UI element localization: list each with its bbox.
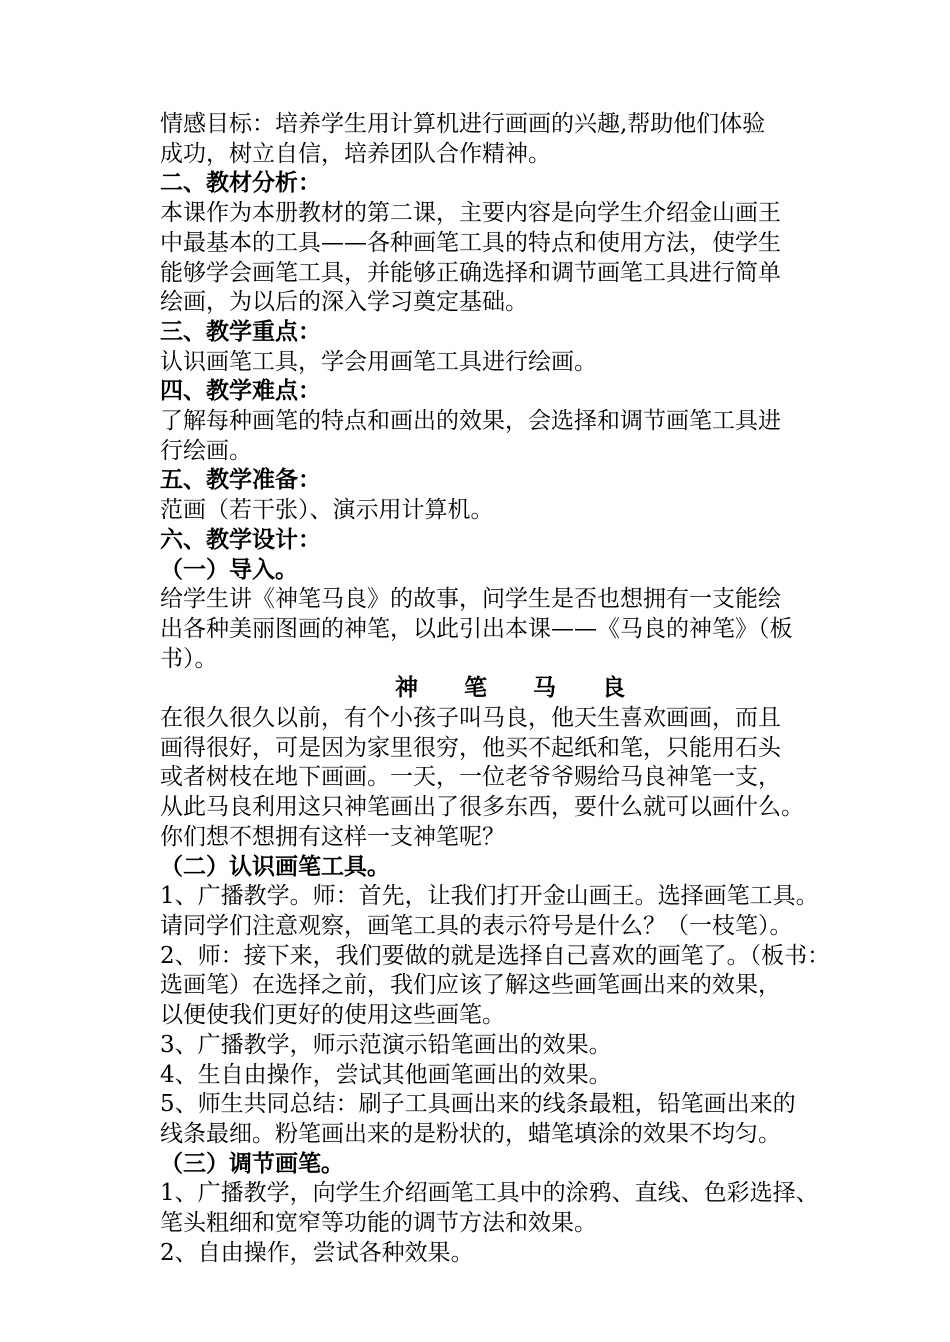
text-line: 笔头粗细和宽窄等功能的调节方法和效果。 — [160, 1210, 597, 1237]
text-line: 绘画，为以后的深入学习奠定基础。 — [160, 289, 528, 316]
document-page — [160, 110, 860, 1268]
text-line: 在很久很久以前，有个小孩子叫马良，他天生喜欢画画，而且 — [160, 705, 781, 732]
text-line: 4、生自由操作，尝试其他画笔画出的效果。 — [160, 1061, 612, 1088]
text-line: 2、自由操作，尝试各种效果。 — [160, 1239, 474, 1266]
text-line: 3、广播教学，师示范演示铅笔画出的效果。 — [160, 1031, 612, 1058]
text-line: 认识画笔工具，学会用画笔工具进行绘画。 — [160, 348, 597, 375]
text-line: 中最基本的工具——各种画笔工具的特点和使用方法，使学生 — [160, 229, 781, 256]
text-line: 给学生讲《神笔马良》的故事，问学生是否也想拥有一支能绘 — [160, 586, 781, 613]
subsection-heading-adjust-brushes: （三）调节画笔。 — [160, 1150, 344, 1177]
section-heading-textbook-analysis: 二、教材分析： — [160, 170, 321, 197]
subsection-heading-know-brushes: （二）认识画笔工具。 — [160, 853, 390, 880]
section-heading-difficulties: 四、教学难点： — [160, 378, 321, 405]
text-line: 范画（若干张）、演示用计算机。 — [160, 497, 494, 524]
section-heading-key-points: 三、教学重点： — [160, 318, 321, 345]
text-line: 5、师生共同总结：刷子工具画出来的线条最粗，铅笔画出来的 — [160, 1091, 796, 1118]
section-heading-preparation: 五、教学准备： — [160, 467, 321, 494]
text-line: 2、师：接下来，我们要做的就是选择自己喜欢的画笔了。（板书： — [160, 942, 831, 969]
text-line: 书）。 — [160, 645, 218, 672]
text-line: 了解每种画笔的特点和画出的效果，会选择和调节画笔工具进 — [160, 408, 781, 435]
text-line: 请同学们注意观察，画笔工具的表示符号是什么？（一枝笔）。 — [160, 912, 793, 939]
section-heading-design: 六、教学设计： — [160, 526, 321, 553]
story-title: 神 笔 马 良 — [395, 675, 625, 702]
text-line: 你们想不想拥有这样一支神笔呢？ — [160, 823, 505, 850]
text-line: 或者树枝在地下画画。一天，一位老爷爷赐给马良神笔一支， — [160, 764, 781, 791]
text-line: 1、广播教学。师：首先，让我们打开金山画王。选择画笔工具。 — [160, 883, 819, 910]
text-line: 线条最细。粉笔画出来的是粉状的，蜡笔填涂的效果不均匀。 — [160, 1120, 781, 1147]
text-line: 成功，树立自信，培养团队合作精神。 — [160, 140, 551, 167]
text-line: 以便使我们更好的使用这些画笔。 — [160, 1002, 505, 1029]
text-line: 本课作为本册教材的第二课，主要内容是向学生介绍金山画王 — [160, 200, 781, 227]
text-line: 行绘画。 — [160, 437, 252, 464]
text-line: 从此马良利用这只神笔画出了很多东西，要什么就可以画什么。 — [160, 794, 804, 821]
text-line: 出各种美丽图画的神笔，以此引出本课——《马良的神笔》（板 — [160, 615, 793, 642]
text-line: 能够学会画笔工具，并能够正确选择和调节画笔工具进行简单 — [160, 259, 781, 286]
text-line: 情感目标：培养学生用计算机进行画画的兴趣,帮助他们体验 — [160, 111, 766, 137]
text-line: 画得很好，可是因为家里很穷，他买不起纸和笔，只能用石头 — [160, 734, 781, 761]
text-line: 1、广播教学，向学生介绍画笔工具中的涂鸦、直线、色彩选择、 — [160, 1180, 819, 1207]
subsection-heading-intro: （一）导入。 — [160, 556, 298, 583]
text-line: 选画笔）在选择之前，我们应该了解这些画笔画出来的效果， — [160, 972, 781, 999]
